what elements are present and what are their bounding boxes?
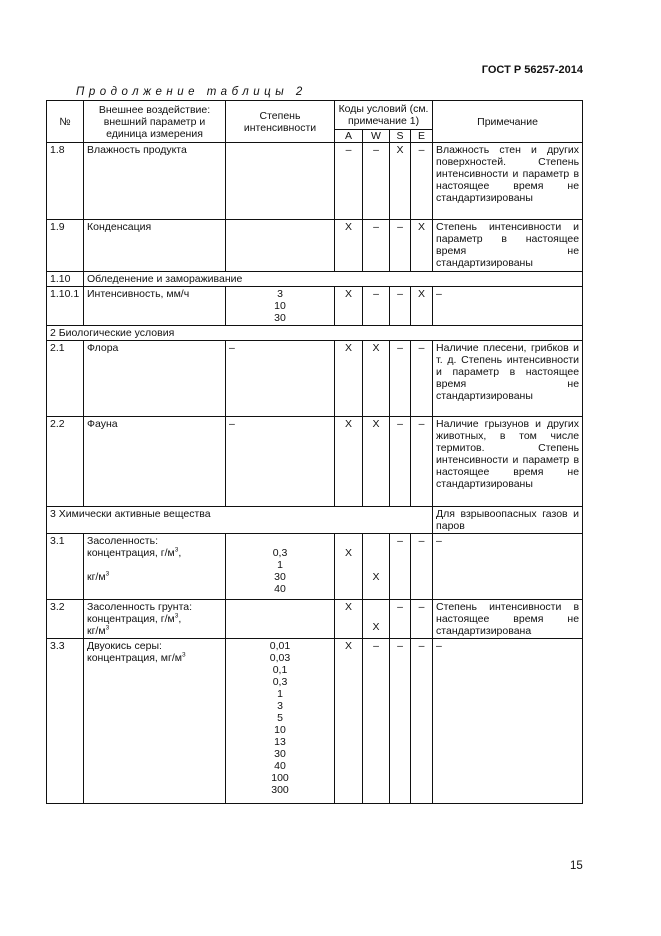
intensity-value: 0,01 xyxy=(269,640,291,652)
table-row xyxy=(47,287,583,326)
code-e: – xyxy=(411,639,433,804)
code-s: – xyxy=(390,600,411,639)
code-w: X xyxy=(363,600,390,639)
header-factor: Внешнее воздействие: внешний параметр и единица измерения xyxy=(84,101,226,143)
intensity-value: 13 xyxy=(274,736,286,748)
row-intensity: – xyxy=(226,417,335,507)
factor-line: Засоленность грунта: xyxy=(87,601,193,613)
conditions-table xyxy=(46,100,583,804)
row-factor: Влажность продукта xyxy=(84,143,226,220)
row-intensity xyxy=(226,534,335,600)
factor-line: $кг/м^3$ xyxy=(87,624,110,637)
factor-line: Засоленность: xyxy=(87,535,159,547)
code-a: – xyxy=(335,143,363,220)
intensity-value: 0,03 xyxy=(269,652,291,664)
intensity-value: 1 xyxy=(277,559,283,571)
row-note: Наличие плесени, грибков и т. д. Степень интенсивности и параметр в настоящее время не стандартизированы xyxy=(433,341,583,417)
table-row xyxy=(47,534,583,600)
code-a: X xyxy=(335,417,363,507)
code-a: X xyxy=(335,534,363,600)
table-row xyxy=(47,143,583,220)
row-note: Степень интенсивности в настоящее время не стандартизирована xyxy=(433,600,583,639)
header-num: № xyxy=(47,101,84,143)
row-num: 3.3 xyxy=(47,639,84,804)
row-intensity: – xyxy=(226,341,335,417)
factor-line: концентрация, $мг/м^3$ xyxy=(87,651,186,664)
row-note: – xyxy=(433,534,583,600)
row-factor: Фауна xyxy=(84,417,226,507)
row-num: 3.2 xyxy=(47,600,84,639)
row-note: – xyxy=(433,287,583,326)
code-w: – xyxy=(363,287,390,326)
row-factor xyxy=(84,639,226,804)
intensity-value: 30 xyxy=(274,312,286,324)
code-a: X xyxy=(335,220,363,272)
table-row xyxy=(47,639,583,804)
code-e: – xyxy=(411,534,433,600)
code-w: – xyxy=(363,143,390,220)
code-e: – xyxy=(411,417,433,507)
row-num: 1.8 xyxy=(47,143,84,220)
section-title: 3 Химически активные вещества xyxy=(47,507,433,534)
row-num: 1.10 xyxy=(47,272,84,287)
row-intensity xyxy=(226,639,335,804)
code-s: – xyxy=(390,534,411,600)
intensity-value: 10 xyxy=(274,300,286,312)
row-factor xyxy=(84,534,226,600)
code-w: X xyxy=(363,534,390,600)
row-intensity xyxy=(226,600,335,639)
page-number: 15 xyxy=(570,860,583,872)
row-num: 1.10.1 xyxy=(47,287,84,326)
code-a: X xyxy=(335,287,363,326)
row-note: – xyxy=(433,639,583,804)
code-w: – xyxy=(363,639,390,804)
code-e: – xyxy=(411,143,433,220)
header-intensity: Степень интенсивности xyxy=(226,101,335,143)
row-factor xyxy=(84,600,226,639)
code-s: – xyxy=(390,417,411,507)
factor-line: Двуокись серы: xyxy=(87,640,162,652)
header-code-a: A xyxy=(335,130,363,143)
section-title: 2 Биологические условия xyxy=(47,326,583,341)
intensity-value: 3 xyxy=(277,288,283,300)
intensity-value: 100 xyxy=(271,772,289,784)
row-note: Степень интенсивности и параметр в настоящее время не стандартизированы xyxy=(433,220,583,272)
section-row xyxy=(47,326,583,341)
row-num: 2.1 xyxy=(47,341,84,417)
table-continuation-caption: Продолжение таблицы 2 xyxy=(76,86,307,98)
header-codes: Коды условий (см. примечание 1) xyxy=(335,101,433,130)
section-row xyxy=(47,507,583,534)
factor-line: $кг/м^3$ xyxy=(87,570,110,583)
header-code-w: W xyxy=(363,130,390,143)
code-e: X xyxy=(411,220,433,272)
code-s: – xyxy=(390,341,411,417)
row-factor: Обледенение и замораживание xyxy=(84,272,583,287)
intensity-value: 5 xyxy=(277,712,283,724)
code-w: – xyxy=(363,220,390,272)
factor-line: концентрация, $г/м^3$, xyxy=(87,612,182,625)
code-s: X xyxy=(390,143,411,220)
intensity-value: 300 xyxy=(271,784,289,796)
row-intensity xyxy=(226,220,335,272)
factor-line: концентрация, $г/м^3$, xyxy=(87,546,182,559)
table-row xyxy=(47,220,583,272)
code-e: – xyxy=(411,341,433,417)
code-w: X xyxy=(363,341,390,417)
header-code-s: S xyxy=(390,130,411,143)
row-note: Влажность стен и других поверхностей. Степень интенсивности и параметр в настоящее время не стандартизированы xyxy=(433,143,583,220)
intensity-value: 30 xyxy=(274,571,286,583)
table-row xyxy=(47,600,583,639)
row-intensity xyxy=(226,287,335,326)
intensity-value: 0,3 xyxy=(272,676,288,688)
table-row xyxy=(47,272,583,287)
row-num: 1.9 xyxy=(47,220,84,272)
row-factor: Конденсация xyxy=(84,220,226,272)
code-a: X xyxy=(335,341,363,417)
row-intensity xyxy=(226,143,335,220)
code-e: X xyxy=(411,287,433,326)
section-note: Для взрывоопасных газов и паров xyxy=(433,507,583,534)
table-row xyxy=(47,341,583,417)
code-s: – xyxy=(390,220,411,272)
row-num: 3.1 xyxy=(47,534,84,600)
table-row xyxy=(47,417,583,507)
standard-number: ГОСТ Р 56257-2014 xyxy=(481,64,583,76)
code-a: X xyxy=(335,600,363,639)
row-factor: Флора xyxy=(84,341,226,417)
code-e: – xyxy=(411,600,433,639)
header-note: Примечание xyxy=(433,101,583,143)
intensity-value: 40 xyxy=(274,760,286,772)
intensity-value: 0,1 xyxy=(272,664,288,676)
row-note: Наличие грызунов и других животных, в том числе термитов. Степень интенсивности и параметр в настоящее время не стандартизированы xyxy=(433,417,583,507)
row-num: 2.2 xyxy=(47,417,84,507)
row-factor: Интенсивность, мм/ч xyxy=(84,287,226,326)
intensity-value: 10 xyxy=(274,724,286,736)
intensity-value: 30 xyxy=(274,748,286,760)
intensity-value: 0,3 xyxy=(272,547,288,559)
code-a: X xyxy=(335,639,363,804)
intensity-value: 40 xyxy=(274,583,286,595)
code-s: – xyxy=(390,287,411,326)
table-header-row xyxy=(47,101,583,130)
intensity-value: 1 xyxy=(277,688,283,700)
code-w: X xyxy=(363,417,390,507)
intensity-value: 3 xyxy=(277,700,283,712)
header-code-e: E xyxy=(411,130,433,143)
code-s: – xyxy=(390,639,411,804)
